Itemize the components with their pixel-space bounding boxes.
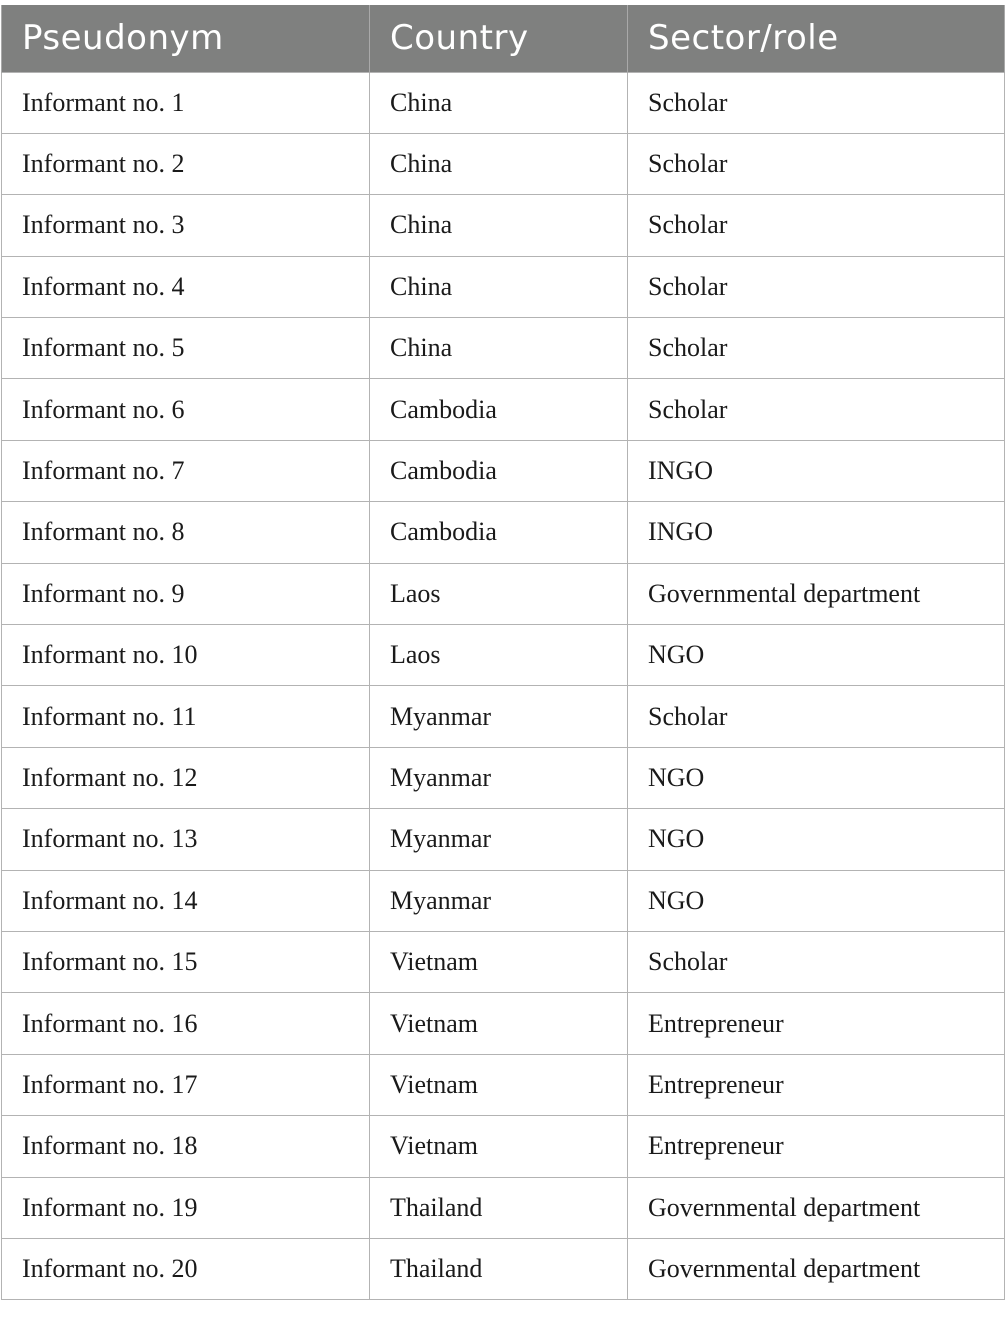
country-cell: Cambodia (370, 440, 628, 501)
table-row (2, 870, 1005, 931)
table-row (2, 1238, 1005, 1299)
header-pseudonym: Pseudonym (2, 5, 370, 72)
pseudonym-cell: Informant no. 7 (2, 440, 370, 501)
pseudonym-cell: Informant no. 2 (2, 133, 370, 194)
table-row (2, 1116, 1005, 1177)
pseudonym-cell: Informant no. 11 (2, 686, 370, 747)
sector-role-cell: NGO (628, 870, 1005, 931)
country-cell: Laos (370, 563, 628, 624)
pseudonym-cell: Informant no. 4 (2, 256, 370, 317)
pseudonym-cell: Informant no. 1 (2, 72, 370, 133)
table-row (2, 440, 1005, 501)
pseudonym-cell: Informant no. 9 (2, 563, 370, 624)
table-row (2, 993, 1005, 1054)
country-cell: Vietnam (370, 993, 628, 1054)
header-row (2, 5, 1005, 72)
table-body (2, 72, 1005, 1300)
sector-role-cell: Entrepreneur (628, 1116, 1005, 1177)
pseudonym-cell: Informant no. 15 (2, 931, 370, 992)
table-row (2, 379, 1005, 440)
country-cell: China (370, 72, 628, 133)
country-cell: Thailand (370, 1177, 628, 1238)
table-row (2, 72, 1005, 133)
sector-role-cell: Scholar (628, 318, 1005, 379)
table-header (2, 5, 1005, 72)
table-row (2, 563, 1005, 624)
sector-role-cell: INGO (628, 440, 1005, 501)
pseudonym-cell: Informant no. 13 (2, 809, 370, 870)
table-row (2, 195, 1005, 256)
header-sector-role: Sector/role (628, 5, 1005, 72)
pseudonym-cell: Informant no. 10 (2, 625, 370, 686)
country-cell: China (370, 195, 628, 256)
sector-role-cell: Governmental department (628, 1238, 1005, 1299)
country-cell: Thailand (370, 1238, 628, 1299)
country-cell: Cambodia (370, 379, 628, 440)
informant-table (1, 5, 1005, 1300)
pseudonym-cell: Informant no. 20 (2, 1238, 370, 1299)
country-cell: Myanmar (370, 747, 628, 808)
sector-role-cell: INGO (628, 502, 1005, 563)
sector-role-cell: Scholar (628, 686, 1005, 747)
country-cell: Myanmar (370, 809, 628, 870)
pseudonym-cell: Informant no. 18 (2, 1116, 370, 1177)
pseudonym-cell: Informant no. 8 (2, 502, 370, 563)
header-country: Country (370, 5, 628, 72)
sector-role-cell: Entrepreneur (628, 1054, 1005, 1115)
pseudonym-cell: Informant no. 19 (2, 1177, 370, 1238)
table-row (2, 1177, 1005, 1238)
informant-table-container (1, 5, 1004, 1300)
country-cell: Laos (370, 625, 628, 686)
country-cell: China (370, 133, 628, 194)
table-row (2, 1054, 1005, 1115)
country-cell: China (370, 318, 628, 379)
table-row (2, 133, 1005, 194)
sector-role-cell: Governmental department (628, 1177, 1005, 1238)
pseudonym-cell: Informant no. 14 (2, 870, 370, 931)
country-cell: Myanmar (370, 870, 628, 931)
country-cell: Vietnam (370, 931, 628, 992)
table-row (2, 318, 1005, 379)
sector-role-cell: Scholar (628, 931, 1005, 992)
pseudonym-cell: Informant no. 12 (2, 747, 370, 808)
sector-role-cell: NGO (628, 809, 1005, 870)
table-row (2, 625, 1005, 686)
country-cell: Cambodia (370, 502, 628, 563)
sector-role-cell: NGO (628, 747, 1005, 808)
sector-role-cell: NGO (628, 625, 1005, 686)
sector-role-cell: Governmental department (628, 563, 1005, 624)
pseudonym-cell: Informant no. 16 (2, 993, 370, 1054)
pseudonym-cell: Informant no. 3 (2, 195, 370, 256)
table-row (2, 931, 1005, 992)
sector-role-cell: Scholar (628, 256, 1005, 317)
pseudonym-cell: Informant no. 17 (2, 1054, 370, 1115)
pseudonym-cell: Informant no. 6 (2, 379, 370, 440)
sector-role-cell: Scholar (628, 379, 1005, 440)
table-row (2, 809, 1005, 870)
country-cell: Myanmar (370, 686, 628, 747)
country-cell: Vietnam (370, 1054, 628, 1115)
sector-role-cell: Scholar (628, 195, 1005, 256)
sector-role-cell: Scholar (628, 133, 1005, 194)
pseudonym-cell: Informant no. 5 (2, 318, 370, 379)
country-cell: Vietnam (370, 1116, 628, 1177)
table-row (2, 502, 1005, 563)
country-cell: China (370, 256, 628, 317)
table-row (2, 686, 1005, 747)
table-row (2, 256, 1005, 317)
sector-role-cell: Entrepreneur (628, 993, 1005, 1054)
sector-role-cell: Scholar (628, 72, 1005, 133)
table-row (2, 747, 1005, 808)
